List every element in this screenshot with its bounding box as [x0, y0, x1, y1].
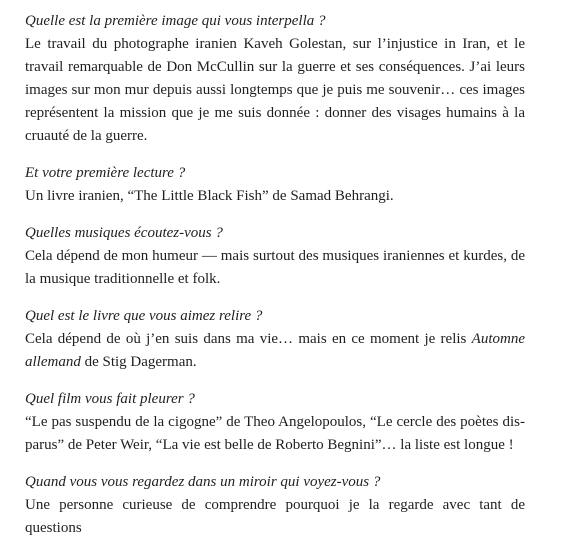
question-film: Quel film vous fait pleurer ?	[25, 391, 195, 407]
answer-music: Cela dépend de mon humeur — mais surtout des musiques iraniennes et kurdes, de la musique traditionnelle et folk.	[25, 248, 525, 287]
answer-film: “Le pas suspendu de la cigogne” de Theo Angelopoulos, “Le cercle des poètes disparus” de Peter Weir, “La vie est belle de Roberto Begnini”… la liste est longue !	[25, 414, 525, 453]
qa-block-music	[25, 222, 525, 291]
qa-block-film	[25, 388, 525, 457]
answer-first-image: Le travail du photographe iranien Kaveh Golestan, sur l’injustice in Iran, et le travail remarquable de Don McCullin sur la guerre et ses conséquences. J’ai leurs images sur mon mur depuis aussi longtemps que je puis me souvenir… ces images représentent la mission que je me suis donnée : donner des visages humains à la cruauté de la guerre.	[25, 36, 525, 144]
question-reread-book: Quel est le livre que vous aimez relire ?	[25, 308, 263, 324]
qa-block-reread-book	[25, 305, 525, 374]
question-mirror: Quand vous vous regardez dans un miroir qui voyez-vous ?	[25, 474, 381, 490]
answer-reread-book-before: Cela dépend de où j’en suis dans ma vie… mais en ce moment je relis	[25, 331, 472, 347]
answer-mirror: Une personne curieuse de comprendre pourquoi je la regarde avec tant de questions	[25, 497, 525, 536]
answer-reread-book-title: Automne allemand	[25, 331, 525, 370]
qa-block-mirror	[25, 471, 525, 540]
answer-reread-book-after: de Stig Dagerman.	[80, 354, 197, 370]
answer-reread-book	[25, 328, 525, 374]
question-first-image: Quelle est la première image qui vous interpella ?	[25, 13, 326, 29]
qa-block-first-image	[25, 10, 525, 148]
question-music: Quelles musiques écoutez-vous ?	[25, 225, 223, 241]
qa-block-first-reading	[25, 162, 525, 208]
answer-first-reading: Un livre iranien, “The Little Black Fish” de Samad Behrangi.	[25, 188, 394, 204]
question-first-reading: Et votre première lecture ?	[25, 165, 186, 181]
